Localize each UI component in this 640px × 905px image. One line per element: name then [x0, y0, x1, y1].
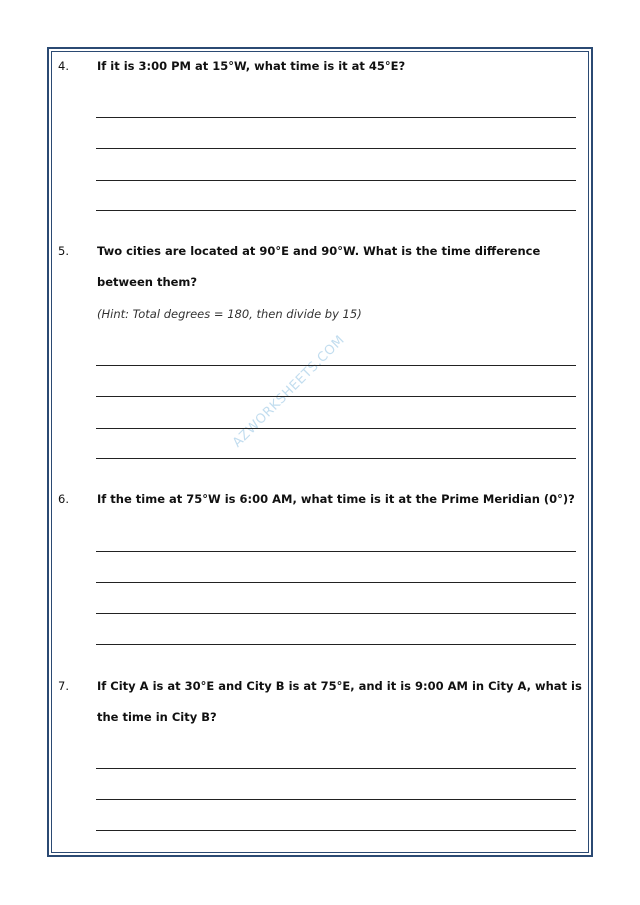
- answer-line[interactable]: [96, 551, 576, 552]
- answer-line[interactable]: [96, 830, 576, 831]
- answer-line[interactable]: [96, 613, 576, 614]
- answer-line[interactable]: [96, 644, 576, 645]
- answer-line[interactable]: [96, 210, 576, 211]
- question-number: 4.: [58, 59, 69, 73]
- page-border-inner: [51, 51, 589, 853]
- answer-line[interactable]: [96, 180, 576, 181]
- answer-line[interactable]: [96, 582, 576, 583]
- answer-line[interactable]: [96, 768, 576, 769]
- question-number: 5.: [58, 244, 69, 258]
- question-text: the time in City B?: [97, 710, 217, 724]
- question-text: If City A is at 30°E and City B is at 75°E, and it is 9:00 AM in City A, what is: [97, 679, 582, 693]
- answer-line[interactable]: [96, 799, 576, 800]
- hint-text: (Hint: Total degrees = 180, then divide by 15): [97, 307, 362, 321]
- answer-line[interactable]: [96, 396, 576, 397]
- answer-line[interactable]: [96, 365, 576, 366]
- answer-line[interactable]: [96, 117, 576, 118]
- question-text: between them?: [97, 275, 198, 289]
- answer-line[interactable]: [96, 148, 576, 149]
- question-number: 6.: [58, 492, 69, 506]
- question-text: Two cities are located at 90°E and 90°W. What is the time difference: [97, 244, 541, 258]
- question-text: If the time at 75°W is 6:00 AM, what time is it at the Prime Meridian (0°)?: [97, 492, 575, 506]
- answer-line[interactable]: [96, 428, 576, 429]
- question-text: If it is 3:00 PM at 15°W, what time is it at 45°E?: [97, 59, 406, 73]
- watermark: AZWORKSHEETS.COM: [230, 332, 348, 451]
- answer-line[interactable]: [96, 458, 576, 459]
- question-number: 7.: [58, 679, 69, 693]
